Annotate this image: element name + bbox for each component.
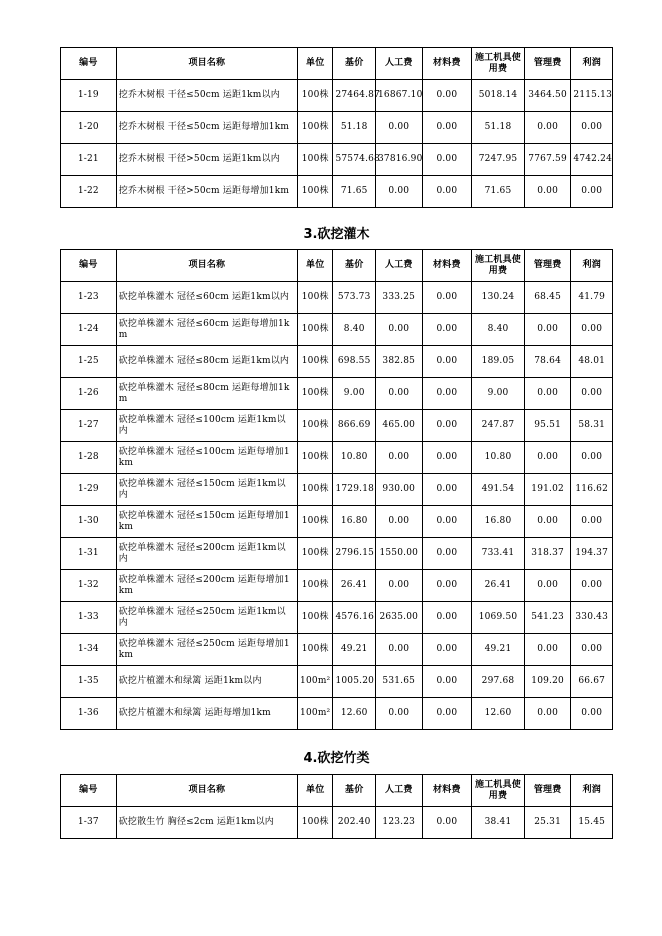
cell-management: 78.64 (524, 346, 571, 378)
table-row (61, 506, 613, 538)
cell-name: 砍挖单株灌木 冠径≤250cm 运距每增加1km (116, 634, 297, 666)
cell-profit: 0.00 (571, 176, 613, 208)
cell-name: 砍挖单株灌木 冠径≤100cm 运距1km以内 (116, 410, 297, 442)
cell-unit: 100株 (298, 410, 333, 442)
table-row (61, 602, 613, 634)
table-row (61, 807, 613, 839)
cell-management: 95.51 (524, 410, 571, 442)
cell-labor: 0.00 (375, 570, 422, 602)
cell-labor: 0.00 (375, 506, 422, 538)
cell-management: 191.02 (524, 474, 571, 506)
cell-machine: 49.21 (472, 634, 525, 666)
cell-management: 0.00 (524, 506, 571, 538)
table-row (61, 378, 613, 410)
cell-code: 1-19 (61, 80, 117, 112)
cell-labor: 465.00 (375, 410, 422, 442)
cell-profit: 116.62 (571, 474, 613, 506)
table-row (61, 538, 613, 570)
cell-material: 0.00 (422, 442, 472, 474)
cell-base-price: 51.18 (333, 112, 376, 144)
cell-management: 7767.59 (524, 144, 571, 176)
cell-labor: 1550.00 (375, 538, 422, 570)
cell-management: 318.37 (524, 538, 571, 570)
cell-unit: 100株 (298, 282, 333, 314)
cell-name: 挖乔木树根 干径>50cm 运距1km以内 (116, 144, 297, 176)
price-table-trees (60, 47, 613, 208)
table-body (61, 48, 613, 208)
table-row (61, 80, 613, 112)
cell-base-price: 8.40 (333, 314, 376, 346)
cell-machine: 297.68 (472, 666, 525, 698)
cell-name: 砍挖单株灌木 冠径≤60cm 运距每增加1km (116, 314, 297, 346)
cell-machine: 247.87 (472, 410, 525, 442)
cell-code: 1-36 (61, 698, 117, 730)
header-material: 材料费 (422, 48, 472, 80)
cell-name: 挖乔木树根 干径≤50cm 运距每增加1km (116, 112, 297, 144)
cell-name: 挖乔木树根 干径>50cm 运距每增加1km (116, 176, 297, 208)
cell-base-price: 49.21 (333, 634, 376, 666)
cell-machine: 733.41 (472, 538, 525, 570)
cell-base-price: 26.41 (333, 570, 376, 602)
price-table-bamboo (60, 774, 613, 839)
header-unit: 单位 (298, 250, 333, 282)
cell-unit: 100株 (298, 378, 333, 410)
cell-base-price: 1729.18 (333, 474, 376, 506)
cell-management: 0.00 (524, 442, 571, 474)
cell-unit: 100株 (298, 634, 333, 666)
cell-name: 挖乔木树根 干径≤50cm 运距1km以内 (116, 80, 297, 112)
cell-material: 0.00 (422, 807, 472, 839)
cell-code: 1-32 (61, 570, 117, 602)
header-base-price: 基价 (333, 775, 376, 807)
cell-material: 0.00 (422, 378, 472, 410)
header-unit: 单位 (298, 775, 333, 807)
header-labor: 人工费 (375, 775, 422, 807)
cell-labor: 37816.90 (375, 144, 422, 176)
cell-material: 0.00 (422, 666, 472, 698)
cell-machine: 9.00 (472, 378, 525, 410)
header-material: 材料费 (422, 775, 472, 807)
table-header-row (61, 775, 613, 807)
cell-profit: 0.00 (571, 112, 613, 144)
cell-base-price: 4576.16 (333, 602, 376, 634)
cell-management: 0.00 (524, 176, 571, 208)
cell-base-price: 698.55 (333, 346, 376, 378)
cell-code: 1-31 (61, 538, 117, 570)
cell-management: 541.23 (524, 602, 571, 634)
cell-profit: 66.67 (571, 666, 613, 698)
cell-material: 0.00 (422, 410, 472, 442)
cell-name: 砍挖单株灌木 冠径≤150cm 运距每增加1km (116, 506, 297, 538)
cell-management: 3464.50 (524, 80, 571, 112)
header-profit: 利润 (571, 250, 613, 282)
cell-material: 0.00 (422, 346, 472, 378)
header-base-price: 基价 (333, 48, 376, 80)
cell-code: 1-30 (61, 506, 117, 538)
cell-code: 1-34 (61, 634, 117, 666)
header-profit: 利润 (571, 775, 613, 807)
cell-base-price: 57574.68 (333, 144, 376, 176)
cell-unit: 100株 (298, 144, 333, 176)
table-row (61, 144, 613, 176)
cell-labor: 0.00 (375, 442, 422, 474)
cell-material: 0.00 (422, 698, 472, 730)
cell-material: 0.00 (422, 634, 472, 666)
header-management: 管理费 (524, 775, 571, 807)
cell-labor: 930.00 (375, 474, 422, 506)
table-row (61, 282, 613, 314)
cell-unit: 100株 (298, 538, 333, 570)
cell-management: 0.00 (524, 378, 571, 410)
cell-code: 1-23 (61, 282, 117, 314)
header-code: 编号 (61, 48, 117, 80)
cell-base-price: 202.40 (333, 807, 376, 839)
cell-unit: 100株 (298, 112, 333, 144)
table-body (61, 250, 613, 730)
cell-base-price: 10.80 (333, 442, 376, 474)
cell-machine: 71.65 (472, 176, 525, 208)
cell-base-price: 866.69 (333, 410, 376, 442)
cell-profit: 194.37 (571, 538, 613, 570)
cell-base-price: 12.60 (333, 698, 376, 730)
cell-labor: 0.00 (375, 634, 422, 666)
cell-material: 0.00 (422, 474, 472, 506)
cell-management: 25.31 (524, 807, 571, 839)
header-code: 编号 (61, 250, 117, 282)
cell-code: 1-25 (61, 346, 117, 378)
cell-machine: 130.24 (472, 282, 525, 314)
header-labor: 人工费 (375, 48, 422, 80)
cell-unit: 100m² (298, 698, 333, 730)
header-unit: 单位 (298, 48, 333, 80)
cell-machine: 38.41 (472, 807, 525, 839)
table-row (61, 634, 613, 666)
cell-unit: 100株 (298, 602, 333, 634)
cell-name: 砍挖片植灌木和绿篱 运距1km以内 (116, 666, 297, 698)
cell-labor: 0.00 (375, 112, 422, 144)
table-row (61, 666, 613, 698)
cell-material: 0.00 (422, 282, 472, 314)
table-row (61, 346, 613, 378)
header-material: 材料费 (422, 250, 472, 282)
cell-code: 1-26 (61, 378, 117, 410)
cell-labor: 2635.00 (375, 602, 422, 634)
cell-profit: 0.00 (571, 314, 613, 346)
cell-base-price: 573.73 (333, 282, 376, 314)
cell-unit: 100株 (298, 80, 333, 112)
cell-labor: 0.00 (375, 698, 422, 730)
cell-unit: 100株 (298, 506, 333, 538)
cell-material: 0.00 (422, 314, 472, 346)
cell-name: 砍挖单株灌木 冠径≤200cm 运距每增加1km (116, 570, 297, 602)
cell-unit: 100株 (298, 807, 333, 839)
cell-labor: 0.00 (375, 176, 422, 208)
cell-profit: 58.31 (571, 410, 613, 442)
cell-machine: 8.40 (472, 314, 525, 346)
cell-material: 0.00 (422, 538, 472, 570)
cell-profit: 41.79 (571, 282, 613, 314)
cell-machine: 26.41 (472, 570, 525, 602)
cell-machine: 189.05 (472, 346, 525, 378)
cell-name: 砍挖散生竹 胸径≤2cm 运距1km以内 (116, 807, 297, 839)
cell-machine: 10.80 (472, 442, 525, 474)
cell-profit: 0.00 (571, 698, 613, 730)
cell-profit: 48.01 (571, 346, 613, 378)
cell-machine: 51.18 (472, 112, 525, 144)
cell-management: 0.00 (524, 570, 571, 602)
header-labor: 人工费 (375, 250, 422, 282)
cell-profit: 0.00 (571, 378, 613, 410)
cell-material: 0.00 (422, 602, 472, 634)
header-code: 编号 (61, 775, 117, 807)
header-management: 管理费 (524, 48, 571, 80)
cell-management: 109.20 (524, 666, 571, 698)
cell-base-price: 2796.15 (333, 538, 376, 570)
cell-name: 砍挖单株灌木 冠径≤250cm 运距1km以内 (116, 602, 297, 634)
cell-management: 0.00 (524, 112, 571, 144)
cell-base-price: 71.65 (333, 176, 376, 208)
cell-name: 砍挖单株灌木 冠径≤80cm 运距每增加1km (116, 378, 297, 410)
price-table-shrubs (60, 249, 613, 730)
cell-unit: 100株 (298, 314, 333, 346)
cell-profit: 2115.13 (571, 80, 613, 112)
cell-unit: 100株 (298, 474, 333, 506)
table-row (61, 112, 613, 144)
cell-machine: 12.60 (472, 698, 525, 730)
cell-labor: 16867.10 (375, 80, 422, 112)
cell-labor: 333.25 (375, 282, 422, 314)
cell-profit: 0.00 (571, 506, 613, 538)
cell-name: 砍挖单株灌木 冠径≤100cm 运距每增加1km (116, 442, 297, 474)
cell-machine: 1069.50 (472, 602, 525, 634)
cell-profit: 0.00 (571, 634, 613, 666)
header-base-price: 基价 (333, 250, 376, 282)
cell-material: 0.00 (422, 506, 472, 538)
cell-base-price: 1005.20 (333, 666, 376, 698)
cell-name: 砍挖单株灌木 冠径≤60cm 运距1km以内 (116, 282, 297, 314)
cell-profit: 0.00 (571, 570, 613, 602)
table-header-row (61, 48, 613, 80)
cell-name: 砍挖片植灌木和绿篱 运距每增加1km (116, 698, 297, 730)
cell-code: 1-33 (61, 602, 117, 634)
table-row (61, 176, 613, 208)
cell-name: 砍挖单株灌木 冠径≤80cm 运距1km以内 (116, 346, 297, 378)
cell-management: 68.45 (524, 282, 571, 314)
cell-machine: 7247.95 (472, 144, 525, 176)
cell-labor: 531.65 (375, 666, 422, 698)
cell-profit: 0.00 (571, 442, 613, 474)
header-machine: 施工机具使用费 (472, 775, 525, 807)
cell-base-price: 9.00 (333, 378, 376, 410)
table-row (61, 410, 613, 442)
cell-code: 1-35 (61, 666, 117, 698)
cell-labor: 123.23 (375, 807, 422, 839)
cell-name: 砍挖单株灌木 冠径≤200cm 运距1km以内 (116, 538, 297, 570)
header-profit: 利润 (571, 48, 613, 80)
cell-code: 1-37 (61, 807, 117, 839)
cell-code: 1-28 (61, 442, 117, 474)
cell-unit: 100m² (298, 666, 333, 698)
cell-unit: 100株 (298, 442, 333, 474)
cell-machine: 5018.14 (472, 80, 525, 112)
cell-code: 1-22 (61, 176, 117, 208)
cell-material: 0.00 (422, 570, 472, 602)
section-title-bamboo: 4.砍挖竹类 (303, 751, 370, 766)
cell-base-price: 16.80 (333, 506, 376, 538)
header-machine: 施工机具使用费 (472, 250, 525, 282)
table-row (61, 698, 613, 730)
table-row (61, 314, 613, 346)
cell-base-price: 27464.87 (333, 80, 376, 112)
header-name: 项目名称 (116, 250, 297, 282)
cell-profit: 15.45 (571, 807, 613, 839)
cell-material: 0.00 (422, 176, 472, 208)
section-title-shrubs: 3.砍挖灌木 (303, 227, 370, 242)
cell-material: 0.00 (422, 80, 472, 112)
cell-name: 砍挖单株灌木 冠径≤150cm 运距1km以内 (116, 474, 297, 506)
table-row (61, 570, 613, 602)
table-body (61, 775, 613, 839)
cell-management: 0.00 (524, 698, 571, 730)
cell-code: 1-29 (61, 474, 117, 506)
cell-profit: 4742.24 (571, 144, 613, 176)
cell-unit: 100株 (298, 346, 333, 378)
header-name: 项目名称 (116, 775, 297, 807)
header-machine: 施工机具使用费 (472, 48, 525, 80)
cell-unit: 100株 (298, 570, 333, 602)
cell-management: 0.00 (524, 314, 571, 346)
cell-unit: 100株 (298, 176, 333, 208)
cell-management: 0.00 (524, 634, 571, 666)
cell-labor: 382.85 (375, 346, 422, 378)
cell-material: 0.00 (422, 112, 472, 144)
cell-profit: 330.43 (571, 602, 613, 634)
cell-machine: 16.80 (472, 506, 525, 538)
cell-code: 1-21 (61, 144, 117, 176)
header-management: 管理费 (524, 250, 571, 282)
cell-material: 0.00 (422, 144, 472, 176)
cell-labor: 0.00 (375, 314, 422, 346)
cell-code: 1-24 (61, 314, 117, 346)
cell-labor: 0.00 (375, 378, 422, 410)
table-header-row (61, 250, 613, 282)
cell-code: 1-27 (61, 410, 117, 442)
cell-machine: 491.54 (472, 474, 525, 506)
cell-code: 1-20 (61, 112, 117, 144)
table-row (61, 474, 613, 506)
header-name: 项目名称 (116, 48, 297, 80)
table-row (61, 442, 613, 474)
